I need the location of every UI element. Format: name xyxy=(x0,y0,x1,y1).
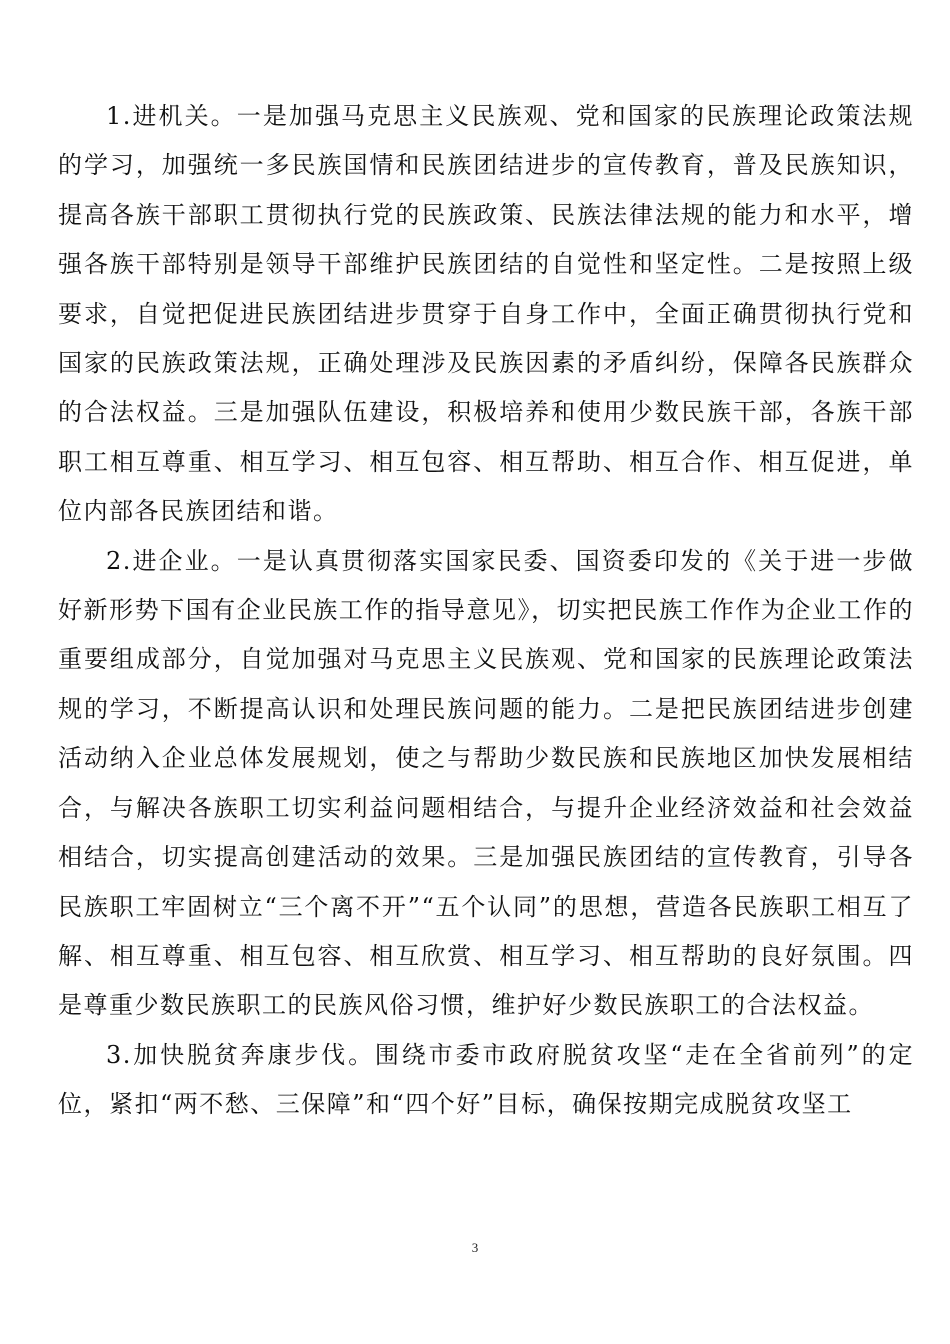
paragraph-1: 1.进机关。一是加强马克思主义民族观、党和国家的民族理论政策法规的学习，加强统一多民族国情和民族团结进步的宣传教育，普及民族知识，提高各族干部职工贯彻执行党的民族政策、民族法律法规的能力和水平，增强各族干部特别是领导干部维护民族团结的自觉性和坚定性。二是按照上级要求，自觉把促进民族团结进步贯穿于自身工作中，全面正确贯彻执行党和国家的民族政策法规，正确处理涉及民族因素的矛盾纠纷，保障各民族群众的合法权益。三是加强队伍建设，积极培养和使用少数民族干部，各族干部职工相互尊重、相互学习、相互包容、相互帮助、相互合作、相互促进，单位内部各民族团结和谐。 xyxy=(58,102,914,526)
page-number: 3 xyxy=(471,1240,479,1255)
paragraph-2: 2.进企业。一是认真贯彻落实国家民委、国资委印发的《关于进一步做好新形势下国有企业民族工作的指导意见》，切实把民族工作作为企业工作的重要组成部分，自觉加强对马克思主义民族观、党和国家的民族理论政策法规的学习，不断提高认识和处理民族问题的能力。二是把民族团结进步创建活动纳入企业总体发展规划，使之与帮助少数民族和民族地区加快发展相结合，与解决各族职工切实利益问题相结合，与提升企业经济效益和社会效益相结合，切实提高创建活动的效果。三是加强民族团结的宣传教育，引导各民族职工牢固树立“三个离不开”“五个认同”的思想，营造各民族职工相互了解、相互尊重、相互包容、相互欣赏、相互学习、相互帮助的良好氛围。四是尊重少数民族职工的民族风俗习惯，维护好少数民族职工的合法权益。 xyxy=(58,546,914,1020)
document-body xyxy=(58,92,914,1130)
paragraph-3: 3.加快脱贫奔康步伐。围绕市委市政府脱贫攻坚“走在全省前列”的定位，紧扣“两不愁、三保障”和“四个好”目标，确保按期完成脱贫攻坚工 xyxy=(58,1040,914,1119)
